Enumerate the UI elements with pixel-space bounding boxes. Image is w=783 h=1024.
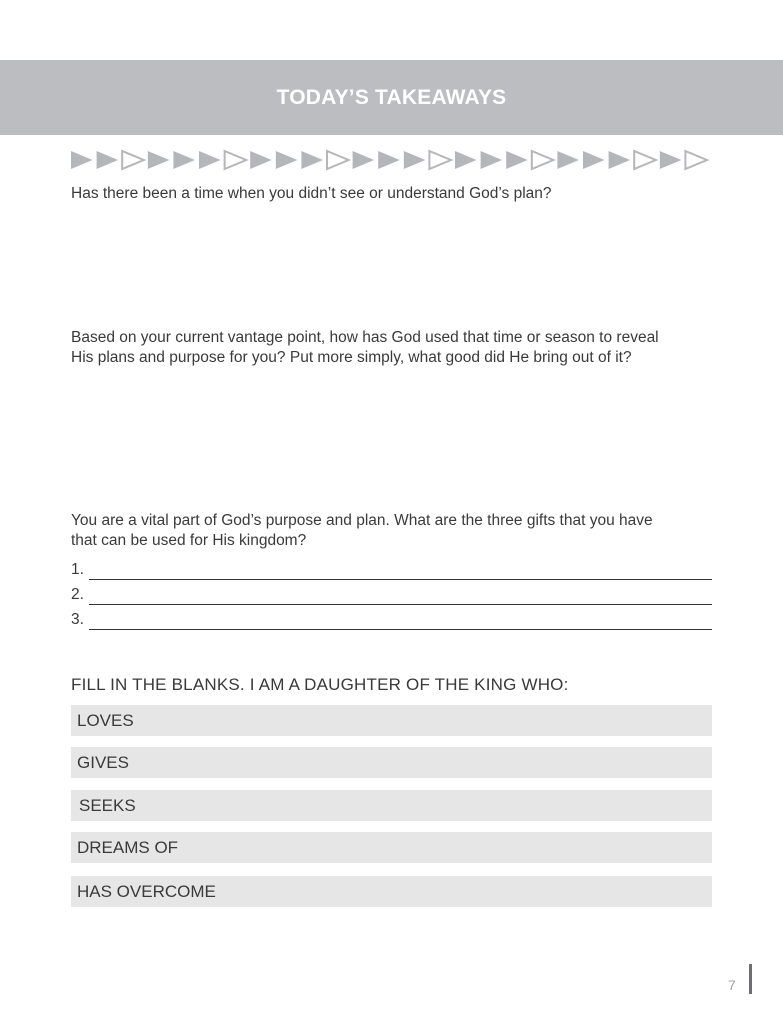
fill-in-box-loves[interactable]: LOVES <box>71 705 712 736</box>
solid-triangle-icon <box>481 151 503 169</box>
solid-triangle-icon <box>199 151 221 169</box>
question-3-line-2: that can be used for His kingdom? <box>71 532 307 549</box>
question-2 <box>71 328 711 368</box>
gift-blank-3[interactable] <box>71 610 712 630</box>
question-2-line-1: Based on your current vantage point, how has God used that time or season to reveal <box>71 329 659 346</box>
solid-triangle-icon <box>557 151 579 169</box>
gift-blank-2[interactable] <box>71 585 712 605</box>
solid-triangle-icon <box>97 151 119 169</box>
fill-in-box-has-overcome[interactable]: HAS OVERCOME <box>71 876 712 907</box>
page-number: 7 <box>728 977 736 993</box>
outline-triangle-icon <box>225 151 247 169</box>
outline-triangle-icon <box>685 151 707 169</box>
outline-triangle-icon <box>532 151 554 169</box>
gift-number: 2. <box>71 586 84 603</box>
question-3 <box>71 511 711 551</box>
solid-triangle-icon <box>173 151 195 169</box>
outline-triangle-icon <box>429 151 451 169</box>
solid-triangle-icon <box>301 151 323 169</box>
question-2-line-2: His plans and purpose for you? Put more simply, what good did He bring out of it? <box>71 349 632 366</box>
solid-triangle-icon <box>148 151 170 169</box>
fill-in-box-gives[interactable]: GIVES <box>71 747 712 778</box>
section-banner <box>0 60 783 135</box>
solid-triangle-icon <box>660 151 682 169</box>
solid-triangle-icon <box>378 151 400 169</box>
solid-triangle-icon <box>506 151 528 169</box>
gift-blank-1[interactable] <box>71 560 712 580</box>
solid-triangle-icon <box>455 151 477 169</box>
solid-triangle-icon <box>353 151 375 169</box>
solid-triangle-icon <box>583 151 605 169</box>
page-number-bar <box>749 964 752 994</box>
solid-triangle-icon <box>71 151 93 169</box>
solid-triangle-icon <box>404 151 426 169</box>
solid-triangle-icon <box>609 151 631 169</box>
page-title: TODAY’S TAKEAWAYS <box>276 85 507 109</box>
fill-in-title: FILL IN THE BLANKS. I AM A DAUGHTER OF THE KING WHO: <box>71 675 569 694</box>
gift-number: 1. <box>71 561 84 578</box>
question-3-line-1: You are a vital part of God’s purpose and plan. What are the three gifts that you have <box>71 512 653 529</box>
fill-in-box-dreams-of[interactable]: DREAMS OF <box>71 832 712 863</box>
question-1: Has there been a time when you didn’t see or understand God’s plan? <box>71 185 552 202</box>
outline-triangle-icon <box>122 151 144 169</box>
gift-line[interactable] <box>89 613 712 630</box>
outline-triangle-icon <box>634 151 656 169</box>
fill-in-box-seeks[interactable]: SEEKS <box>71 790 712 821</box>
solid-triangle-icon <box>250 151 272 169</box>
triangle-divider <box>70 149 710 171</box>
solid-triangle-icon <box>276 151 298 169</box>
gift-line[interactable] <box>89 588 712 605</box>
gift-line[interactable] <box>89 563 712 580</box>
outline-triangle-icon <box>327 151 349 169</box>
gift-number: 3. <box>71 611 84 628</box>
